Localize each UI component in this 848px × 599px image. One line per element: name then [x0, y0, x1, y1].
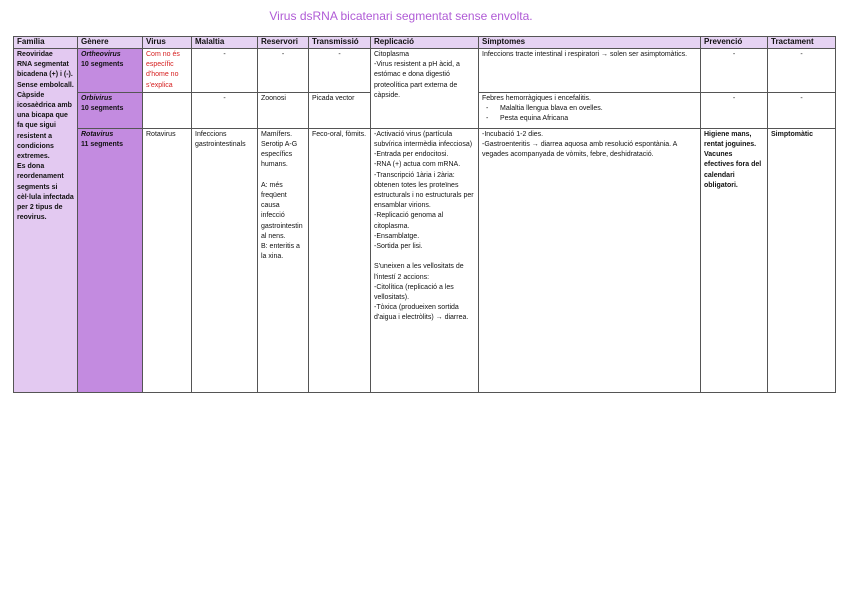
header-tractament: Tractament: [768, 37, 836, 49]
virus-note: Com no és específic d'home no s'explica: [146, 51, 182, 89]
reservoir-line: B: enteritis a la xina.: [261, 243, 302, 261]
treatment-cell: Simptomàtic: [768, 128, 836, 392]
reservoir-line: A: més freqüent causa infecció gastrointestinal nens.: [261, 181, 303, 240]
header-virus: Virus: [143, 37, 192, 49]
transmission-cell: Picada vector: [309, 92, 371, 128]
replication-line: -Citolítica (replicació a les vellositats).: [374, 283, 456, 302]
family-cell: [14, 49, 78, 393]
symptom-line: Febres hemorràgiques i encefalitis.: [482, 94, 591, 102]
replication-cell: [371, 49, 479, 129]
replication-line: -Ensamblatge.: [374, 232, 420, 240]
disease-cell: Infeccions gastrointestinals: [192, 128, 258, 392]
replication-line: -Tòxica (produeixen sortida d'aigua i electròlits) → diarrea.: [374, 304, 469, 322]
prevention-cell: -: [701, 92, 768, 128]
genus-cell: [78, 92, 143, 128]
replication-line: [374, 252, 475, 262]
family-name: Reoviridae: [17, 51, 53, 58]
transmission-cell: -: [309, 49, 371, 93]
genus-cell: [78, 128, 143, 392]
genus-name: Ortheovirus: [81, 51, 121, 58]
reservoir-line: Mamífers. Serotip A-G específics humans.: [261, 130, 300, 169]
reservoir-line: [261, 171, 305, 181]
family-line: Càpside icosaèdrica amb una bicapa que fa que sigui resistent a condicions extremes.: [17, 91, 74, 161]
family-line: Sense embolcall.: [17, 81, 74, 89]
symptom-bullet: - Malaltia llengua blava en ovelles.: [482, 104, 697, 114]
reservoir-cell: [258, 128, 309, 392]
symptom-line: -Incubació 1-2 dies.: [482, 130, 544, 138]
family-line: RNA segmentat bicadena (+) i (-).: [17, 61, 73, 79]
replication-line: Citoplasma: [374, 51, 410, 58]
genus-name: Rotavirus: [81, 130, 114, 138]
virus-table: [13, 36, 836, 393]
genus-name: Orbivirus: [81, 94, 113, 102]
header-malaltia: Malaltia: [192, 37, 258, 49]
virus-cell: Rotavirus: [143, 128, 192, 392]
reservoir-cell: -: [258, 49, 309, 93]
table-row: [14, 49, 836, 93]
header-transmissio: Transmissió: [309, 37, 371, 49]
prevention-cell: -: [701, 49, 768, 93]
symptoms-cell: [479, 128, 701, 392]
page-title: Virus dsRNA bicatenari segmentat sense envolta.: [269, 9, 533, 23]
genus-segments: 10 segments: [81, 105, 124, 113]
header-prevencio: Prevenció: [701, 37, 768, 49]
genus-segments: 11 segments: [81, 141, 124, 149]
header-replicacio: Replicació: [371, 37, 479, 49]
symptom-bullet: - Pesta equina Africana: [482, 114, 697, 124]
header-genere: Gènere: [78, 37, 143, 49]
table-row: [14, 128, 836, 392]
replication-cell: [371, 128, 479, 392]
replication-line: -Sortida per lisi.: [374, 243, 423, 251]
reservoir-cell: Zoonosi: [258, 92, 309, 128]
replication-line: -Replicació genoma al citoplasma.: [374, 212, 446, 230]
symptoms-cell: [479, 92, 701, 128]
prevention-cell: Higiene mans, rentat joguines. Vacunes efectives fora del calendari obligatori.: [701, 128, 768, 392]
header-reservori: Reservori: [258, 37, 309, 49]
treatment-cell: -: [768, 92, 836, 128]
header-row: [14, 37, 836, 49]
header-familia: Família: [14, 37, 78, 49]
replication-line: -Entrada per endocitosi.: [374, 151, 449, 159]
genus-segments: 10 segments: [81, 61, 124, 69]
virus-cell: [143, 49, 192, 93]
family-line: Es dona reordenament segments si cèl·lula infectada per 2 tipus de reovirus.: [17, 163, 76, 222]
replication-line: -Virus resistent a pH àcid, a estómac e dona digestió proteolítica part externa de càpside.: [374, 61, 462, 99]
disease-cell: -: [192, 49, 258, 93]
virus-cell: [143, 92, 192, 128]
disease-cell: -: [192, 92, 258, 128]
header-simptomes: Símptomes: [479, 37, 701, 49]
transmission-cell: Feco-oral, fòmits.: [309, 128, 371, 392]
symptom-line: -Gastroenteritis → diarrea aquosa amb resolució espontània. A vegades acompanyada de vòmits, febre, deshidratació.: [482, 141, 679, 159]
replication-line: S'uneixen a les vellositats de l'intestí 2 accions:: [374, 263, 466, 281]
symptoms-cell: [479, 49, 701, 93]
replication-line: -Transcripció 1ària i 2ària: obtenen totes les proteïnes estructurals i no estructurals per ensamblar virions.: [374, 171, 476, 210]
treatment-cell: -: [768, 49, 836, 93]
genus-cell: [78, 49, 143, 93]
symptom-line: Infeccions tracte intestinal i respiratori → solen ser asimptomàtics.: [482, 51, 688, 58]
replication-line: -Activació virus (partícula subvírica intermèdia infecciosa): [374, 130, 473, 149]
replication-line: -RNA (+) actua com mRNA.: [374, 161, 461, 169]
